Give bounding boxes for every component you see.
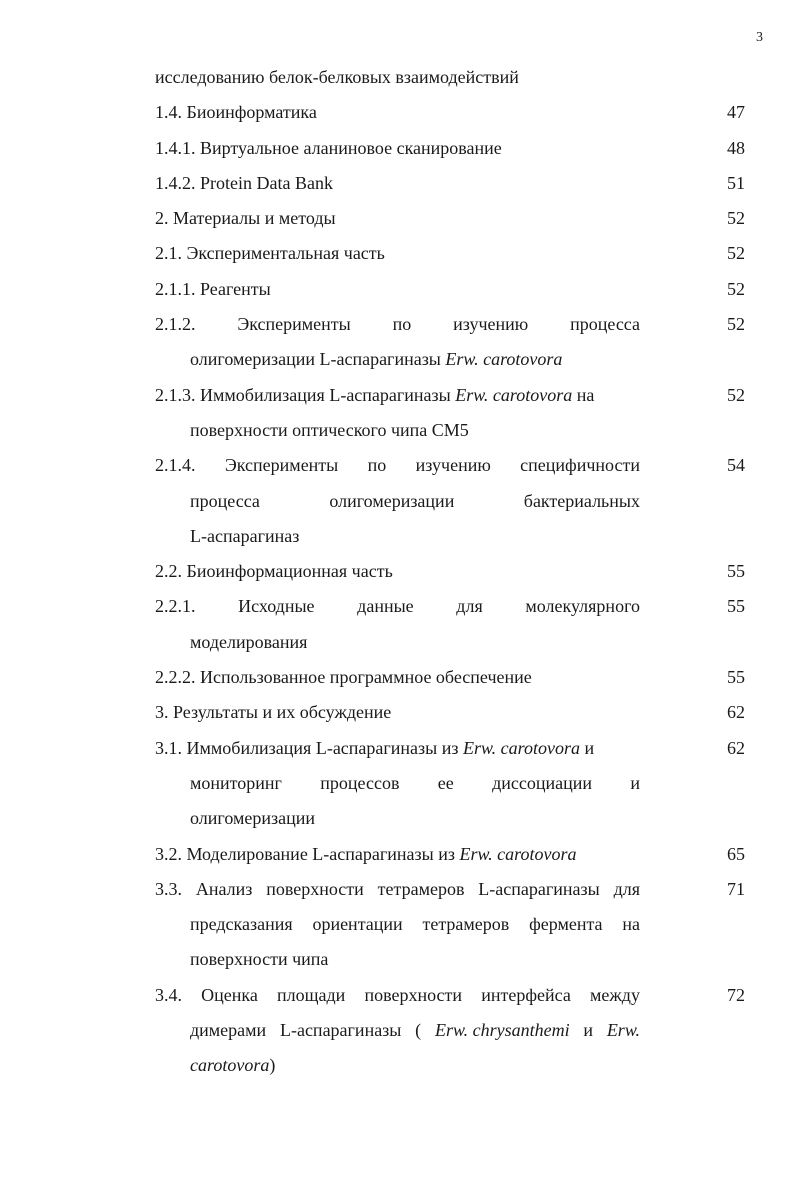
toc-entry-page: 52	[727, 208, 745, 229]
toc-entry-title-line: 1.4.1. Виртуальное аланиновое сканирование	[155, 131, 640, 166]
toc-entry-title-line: предсказания ориентации тетрамеров фермента на	[190, 914, 640, 935]
page-number: 3	[756, 30, 763, 45]
toc-entry	[0, 695, 794, 730]
toc-entry-page: 55	[727, 667, 745, 688]
toc-entry	[0, 837, 794, 872]
toc-entry-number: 2.1.2.	[155, 314, 196, 335]
toc-entry-number: 1.4.	[155, 102, 182, 123]
toc-entry-page: 55	[727, 561, 745, 582]
toc-entry	[0, 872, 794, 978]
toc-entry	[0, 201, 794, 236]
toc-entry-number: 3.	[155, 702, 169, 723]
toc-entry-title-line: поверхности оптического чипа CM5	[190, 419, 469, 440]
toc-entry-number: 1.4.1.	[155, 137, 196, 158]
toc-entry-title-line: димерами L-аспарагиназы ( Erw. chrysanthemi и Erw.	[190, 1020, 640, 1041]
toc-entry-number: 2.1.4.	[155, 455, 196, 476]
toc-entry	[0, 166, 794, 201]
toc-entry-page: 52	[727, 243, 745, 264]
toc-entry	[0, 378, 794, 449]
toc-entry-page: 48	[727, 137, 745, 158]
toc-entry-number: 3.3.	[155, 878, 182, 899]
toc-entry-title-line: 3.2. Моделирование L-аспарагиназы из Erw. carotovora	[155, 837, 640, 872]
toc-entry-title-line: 2.1.4. Эксперименты по изучению специфичности	[155, 448, 640, 483]
toc-entry	[0, 554, 794, 589]
toc-entry	[0, 272, 794, 307]
toc-entry-number: 2.2.	[155, 561, 182, 582]
toc-entry-number: 2.2.2.	[155, 667, 196, 688]
toc-entry-title-line: 3.3. Анализ поверхности тетрамеров L-аспарагиназы для	[155, 872, 640, 907]
toc-entry-page: 51	[727, 172, 745, 193]
toc-entry-number: 2.2.1.	[155, 596, 196, 617]
toc-entry-title-line: 2. Материалы и методы	[155, 201, 640, 236]
toc-entry	[0, 131, 794, 166]
toc-entry	[0, 660, 794, 695]
toc-entry-page: 52	[727, 384, 745, 405]
toc-entry	[0, 95, 794, 130]
toc-entry-number: 2.	[155, 208, 169, 229]
toc-entry-title-line: 2.1.1. Реагенты	[155, 272, 640, 307]
toc-entry-title-line: исследованию белок-белковых взаимодействий	[155, 67, 519, 87]
table-of-contents	[0, 60, 794, 1084]
toc-entry-page: 65	[727, 843, 745, 864]
toc-entry	[0, 236, 794, 271]
toc-entry-title-line: моделирования	[190, 631, 308, 652]
toc-entry-title-line: L-аспарагиназ	[190, 525, 300, 546]
toc-entry-title-line: 1.4. Биоинформатика	[155, 95, 640, 130]
toc-entry-title-line: 3.4. Оценка площади поверхности интерфейса между	[155, 978, 640, 1013]
toc-entry-page: 55	[727, 596, 745, 617]
toc-entry-page: 71	[727, 878, 745, 899]
toc-entry-number: 3.2.	[155, 843, 182, 864]
toc-entry-title-line: олигомеризации	[190, 808, 315, 829]
toc-entry-title-line: мониторинг процессов ее диссоциации и	[190, 772, 640, 793]
toc-entry	[0, 448, 794, 554]
toc-entry-page: 54	[727, 455, 745, 476]
toc-entry-title-line: 2.1. Экспериментальная часть	[155, 236, 640, 271]
toc-entry-number: 2.1.1.	[155, 278, 196, 299]
toc-entry-number: 3.1.	[155, 737, 182, 758]
toc-entry-title-line: 2.1.3. Иммобилизация L-аспарагиназы Erw. carotovora на	[155, 378, 640, 413]
toc-entry	[0, 589, 794, 660]
toc-entry-title-line: процесса олигомеризации бактериальных	[190, 490, 640, 511]
toc-entry-page: 72	[727, 984, 745, 1005]
toc-entry-page: 47	[727, 102, 745, 123]
toc-entry	[0, 978, 794, 1084]
toc-entry-page: 52	[727, 278, 745, 299]
toc-entry-title-line: 1.4.2. Protein Data Bank	[155, 166, 640, 201]
toc-entry	[0, 307, 794, 378]
toc-entry-page: 52	[727, 314, 745, 335]
toc-entry-title-line: олигомеризации L-аспарагиназы Erw. carotovora	[190, 349, 563, 370]
toc-entry-title-line: 3. Результаты и их обсуждение	[155, 695, 640, 730]
toc-entry-page: 62	[727, 702, 745, 723]
toc-entry-title-line: поверхности чипа	[190, 949, 329, 970]
toc-entry	[0, 60, 794, 95]
toc-entry-title-line: 2.1.2. Эксперименты по изучению процесса	[155, 307, 640, 342]
toc-entry-title-line: carotovora)	[190, 1055, 276, 1076]
toc-entry-title-line: 2.2.2. Использованное программное обеспечение	[155, 660, 640, 695]
toc-entry	[0, 731, 794, 837]
toc-entry-title-line: 3.1. Иммобилизация L-аспарагиназы из Erw. carotovora и	[155, 731, 640, 766]
toc-entry-page: 62	[727, 737, 745, 758]
toc-entry-title-line: 2.2. Биоинформационная часть	[155, 554, 640, 589]
toc-entry-title-line: 2.2.1. Исходные данные для молекулярного	[155, 589, 640, 624]
toc-entry-number: 2.1.3.	[155, 384, 196, 405]
toc-entry-number: 2.1.	[155, 243, 182, 264]
toc-entry-number: 1.4.2.	[155, 172, 196, 193]
toc-entry-number: 3.4.	[155, 984, 182, 1005]
